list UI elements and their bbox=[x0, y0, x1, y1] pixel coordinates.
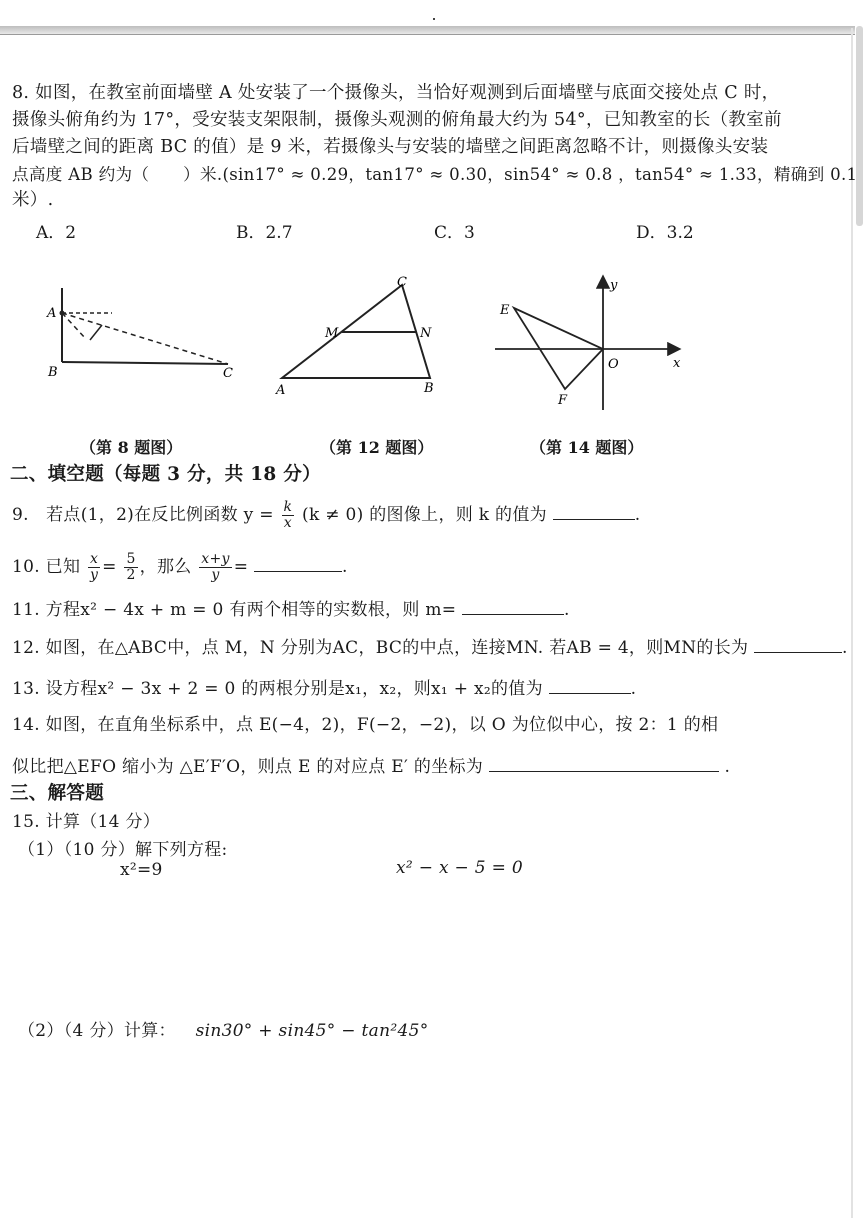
q8-line-5: 米）. bbox=[12, 190, 54, 210]
q10-f2-den: 2 bbox=[126, 567, 136, 583]
caption-figure-12: （第 12 题图） bbox=[320, 438, 434, 457]
fig8-label-c: C bbox=[223, 366, 233, 380]
q9-fraction bbox=[282, 500, 295, 531]
q13: 13. 设方程x² − 3x + 2 = 0 的两根分别是x₁，x₂，则x₁ + x₂的值为 . bbox=[12, 679, 637, 699]
q15-part-1: （1）（10 分）解下列方程: bbox=[18, 840, 228, 860]
fig14-label-f: F bbox=[558, 393, 568, 408]
figure-14 bbox=[490, 272, 690, 417]
q11-answer-blank[interactable] bbox=[462, 598, 564, 615]
fig12-label-a: A bbox=[276, 383, 286, 398]
q9: 9. 若点(1，2)在反比例函数 y = $\frac{k}{x}$ (k ≠ 0) 的图像上，则 k 的值为 . bbox=[12, 499, 641, 531]
q13-answer-blank[interactable] bbox=[549, 677, 631, 694]
fig8-label-a: A bbox=[47, 306, 57, 321]
q14-line-1: 14. 如图，在直角坐标系中，点 E(−4，2)，F(−2，−2)，以 O 为位似中心，按 2：1 的相 bbox=[12, 715, 719, 735]
q10-fraction-1 bbox=[88, 552, 100, 583]
q11-text: 11. 方程x² − 4x + m = 0 有两个相等的实数根，则 m= bbox=[12, 600, 457, 620]
fig8-point-a bbox=[60, 311, 65, 316]
q8-line-4: 点高度 AB 约为（ ）米.(sin17° ≈ 0.29，tan17° ≈ 0.30，sin54° ≈ 0.8 ，tan54° ≈ 1.33，精确到 0.1 bbox=[12, 165, 858, 184]
q15-equation-b: x² − x − 5 = 0 bbox=[396, 858, 523, 878]
fig8-label-b: B bbox=[48, 365, 58, 380]
fig14-label-e: E bbox=[500, 303, 510, 318]
scan-top-edge bbox=[0, 26, 855, 35]
q10-f1-den: y bbox=[89, 567, 99, 583]
q13-text: 13. 设方程x² − 3x + 2 = 0 的两根分别是x₁，x₂，则x₁ + x₂的值为 bbox=[12, 679, 543, 699]
scroll-track[interactable] bbox=[851, 28, 853, 1218]
q14-answer-blank[interactable] bbox=[489, 755, 719, 772]
q8-line-3: 后墙壁之间的距离 BC 的值）是 9 米，若摄像头与安装的墙壁之间距离忽略不计，则摄像头安装 bbox=[12, 137, 769, 157]
q8-option-a[interactable]: A．2 bbox=[36, 223, 77, 243]
fig8-sightline-c bbox=[62, 313, 228, 364]
fig12-label-n: N bbox=[420, 326, 432, 341]
q14-line-2: 似比把△EFO 缩小为 △E′F′O，则点 E 的对应点 E′ 的坐标为 . bbox=[12, 757, 731, 777]
q9-answer-blank[interactable] bbox=[553, 503, 635, 520]
q9-frac-den: x bbox=[283, 515, 292, 531]
q8-line-2: 摄像头俯角约为 17°，受安装支架限制，摄像头观测的俯角最大约为 54°，已知教室的长（教室前 bbox=[12, 110, 782, 130]
q10-fraction-2 bbox=[124, 552, 137, 583]
caption-figure-14: （第 14 题图） bbox=[530, 438, 644, 457]
q11: 11. 方程x² − 4x + m = 0 有两个相等的实数根，则 m= . bbox=[12, 600, 570, 620]
q10-f3-den: y bbox=[211, 567, 220, 583]
q8-option-c[interactable]: C．3 bbox=[434, 223, 475, 243]
q10-text-pre: 10. 已知 bbox=[12, 557, 81, 577]
fig14-label-o: O bbox=[608, 357, 619, 372]
q15-part-2 bbox=[18, 1016, 429, 1041]
q12: 12. 如图，在△ABC中，点 M，N 分别为AC，BC的中点，连接MN. 若AB = 4，则MN的长为 . bbox=[12, 638, 848, 658]
q15-equation-a: x²=9 bbox=[120, 860, 163, 880]
q10-f1-num: x bbox=[89, 551, 99, 567]
q10-eq-2: = bbox=[233, 557, 249, 577]
fig14-label-y: y bbox=[610, 278, 618, 293]
q15-title: 15. 计算（14 分） bbox=[12, 812, 161, 832]
q10-answer-blank[interactable] bbox=[254, 555, 342, 572]
fig8-sightline-mark bbox=[90, 325, 102, 340]
section-2-title: 二、填空题（每题 3 分，共 18 分） bbox=[10, 464, 321, 485]
q10-text-mid: ，那么 bbox=[139, 557, 192, 577]
fig12-label-m: M bbox=[325, 326, 339, 341]
q15-part-2-expression: sin30° + sin45° − tan²45° bbox=[195, 1021, 429, 1041]
fig8-floor bbox=[62, 362, 228, 364]
q12-answer-blank[interactable] bbox=[754, 636, 842, 653]
q9-text-pre: 9. 若点(1，2)在反比例函数 y = bbox=[12, 505, 274, 525]
scrollbar-thumb[interactable] bbox=[856, 26, 863, 226]
figure-12 bbox=[270, 270, 450, 400]
q10: 10. 已知 $\frac{x}{y}$ = $\frac{5}{2}$ ，那么 $\frac{x+y}{y}$ = . bbox=[12, 551, 348, 583]
section-3-title: 三、解答题 bbox=[10, 783, 105, 804]
q10-fraction-3 bbox=[199, 552, 231, 583]
fig12-label-b: B bbox=[424, 381, 434, 396]
fig12-label-c: C bbox=[397, 275, 407, 290]
scan-speck bbox=[433, 18, 435, 20]
q14-text: 似比把△EFO 缩小为 △E′F′O，则点 E 的对应点 E′ 的坐标为 bbox=[12, 757, 484, 777]
figure-8 bbox=[40, 280, 250, 380]
fig14-label-x: x bbox=[673, 356, 681, 371]
q8-option-d[interactable]: D．3.2 bbox=[636, 223, 694, 243]
caption-figure-8: （第 8 题图） bbox=[80, 438, 183, 457]
q9-text-post: (k ≠ 0) 的图像上，则 k 的值为 bbox=[302, 505, 547, 525]
q8-line-1: 8. 如图，在教室前面墙壁 A 处安装了一个摄像头，当恰好观测到后面墙壁与底面交接处点 C 时， bbox=[12, 83, 780, 103]
q8-option-b[interactable]: B．2.7 bbox=[236, 223, 293, 243]
q9-frac-num: k bbox=[283, 499, 293, 515]
q10-f3-num: x+y bbox=[201, 551, 230, 567]
q15-part-2-label: （2）（4 分）计算： bbox=[18, 1021, 176, 1041]
q10-f2-num: 5 bbox=[126, 551, 136, 567]
q12-text: 12. 如图，在△ABC中，点 M，N 分别为AC，BC的中点，连接MN. 若AB = 4，则MN的长为 bbox=[12, 638, 749, 658]
q10-eq-1: = bbox=[102, 557, 117, 577]
